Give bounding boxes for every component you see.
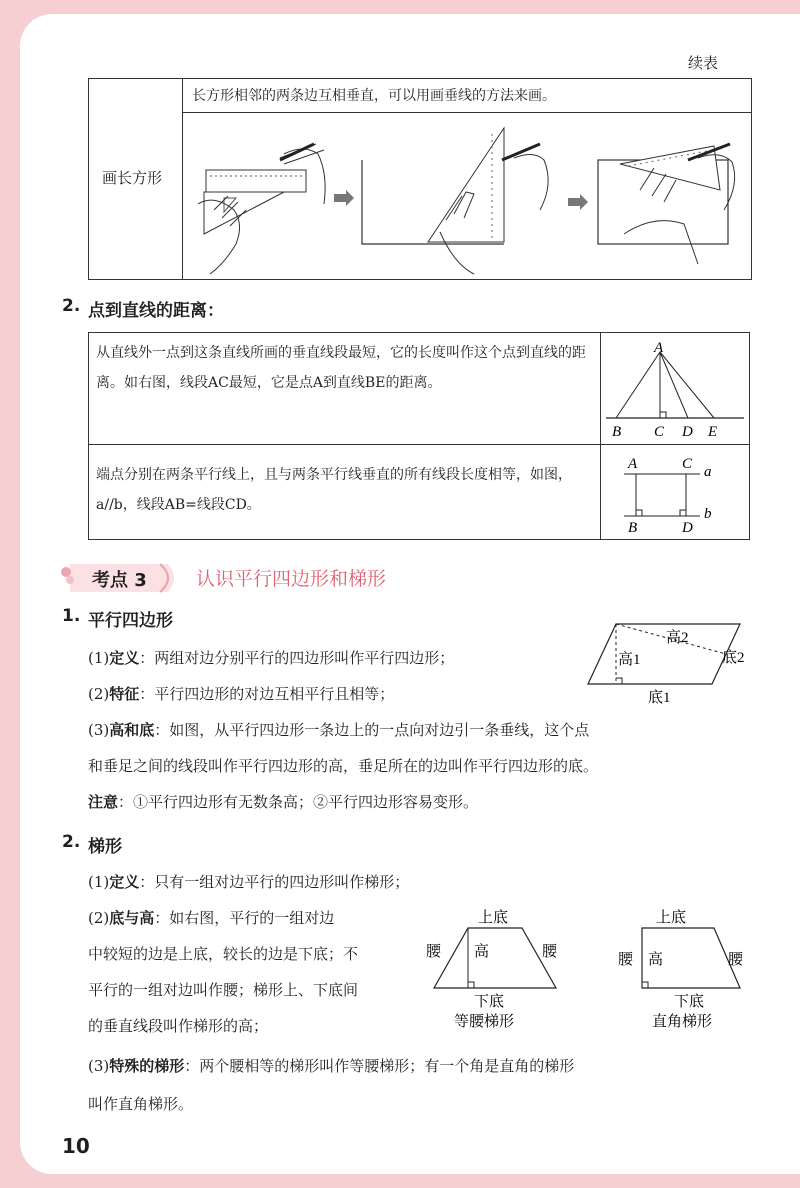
label-D: D xyxy=(682,424,693,440)
term: 特殊的梯形 xyxy=(109,1057,185,1075)
table-divider xyxy=(182,112,752,113)
step3-rectangle-icon xyxy=(598,144,735,264)
label-C: C xyxy=(682,456,693,472)
parallel-lines-figure xyxy=(602,446,748,538)
table-divider xyxy=(88,444,750,445)
label-A: A xyxy=(628,456,638,472)
base-height-text: 平行的一组对边叫作腰；梯形上、下底间 xyxy=(88,981,359,999)
arrow-icon xyxy=(568,194,588,210)
term: 定义 xyxy=(109,873,140,891)
point-line-figure xyxy=(602,334,748,442)
label-A: A xyxy=(654,340,664,356)
item-number: (1) xyxy=(88,873,110,891)
definition-line xyxy=(88,866,409,898)
special-trapezoid-text: ：两个腰相等的梯形叫作等腰梯形；有一个角是直角的梯形 xyxy=(184,1057,575,1075)
special-trapezoid-text: 叫作直角梯形。 xyxy=(88,1095,194,1113)
subsection-heading: 梯形 xyxy=(88,837,122,857)
height-base-text: ：如图，从平行四边形一条边上的一点向对边引一条垂线，这个点 xyxy=(154,721,590,739)
base-height-text: 的垂直线段叫作梯形的高； xyxy=(88,1017,269,1035)
label-bottom-base: 下底 xyxy=(474,994,505,1010)
item-number: (3) xyxy=(88,1057,110,1075)
term: 底与高 xyxy=(109,909,155,927)
base-height-line xyxy=(88,902,334,934)
term: 高和底 xyxy=(109,721,155,739)
note-text: ：①平行四边形有无数条高；②平行四边形容易变形。 xyxy=(118,793,479,811)
kaodian-label: 考点 3 xyxy=(92,570,147,591)
label-top-base: 上底 xyxy=(478,910,509,926)
term: 特征 xyxy=(109,685,140,703)
label-height: 高 xyxy=(474,944,490,960)
distance-definition: 从直线外一点到这条直线所画的垂直线段最短，它的长度叫作这个点到直线的距离。如右图，线段AC最短，它是点A到直线BE的距离。 xyxy=(96,345,586,391)
caption: 等腰梯形 xyxy=(454,1014,515,1030)
note-line xyxy=(88,786,478,818)
label-B: B xyxy=(612,424,622,440)
label-C: C xyxy=(654,424,665,440)
step2-setsquare-icon xyxy=(362,128,548,274)
section-number: 2. xyxy=(62,296,81,316)
height-base-line xyxy=(88,714,589,746)
continued-label: 续表 xyxy=(688,54,719,72)
special-trapezoid-line xyxy=(88,1050,574,1082)
label-height: 高 xyxy=(648,952,664,968)
base-height-text: ：如右图，平行的一组对边 xyxy=(154,909,335,927)
label-height1: 高1 xyxy=(618,652,641,668)
label-base2: 底2 xyxy=(722,650,745,666)
right-trapezoid-figure xyxy=(618,904,758,1038)
definition-text: ：两组对边分别平行的四边形叫作平行四边形； xyxy=(139,649,455,667)
row-label: 画长方形 xyxy=(102,169,163,187)
isosceles-trapezoid-figure xyxy=(424,904,574,1038)
rect-description: 长方形相邻的两条边互相垂直，可以用画垂线的方法来画。 xyxy=(192,88,556,104)
page-number: 10 xyxy=(62,1134,90,1158)
definition-text: ：只有一组对边平行的四边形叫作梯形； xyxy=(139,873,410,891)
base-height-text: 中较短的边是上底，较长的边是下底；不 xyxy=(88,945,359,963)
item-number: (1) xyxy=(88,649,110,667)
item-number: (2) xyxy=(88,909,110,927)
flower-icon xyxy=(61,567,71,577)
arrow-icon xyxy=(334,190,354,206)
label-b: b xyxy=(704,506,712,522)
subsection-number: 1. xyxy=(62,606,81,626)
term: 定义 xyxy=(109,649,140,667)
parallelogram-figure xyxy=(580,616,770,708)
label-leg-left: 腰 xyxy=(426,944,442,960)
parallel-lines-text: 端点分别在两条平行线上，且与两条平行线垂直的所有线段长度相等，如图，a//b，线段AB=线段CD。 xyxy=(96,467,572,513)
table-divider xyxy=(600,332,601,540)
label-height2: 高2 xyxy=(666,630,689,646)
label-leg-left: 腰 xyxy=(618,952,634,968)
feature-text: ：平行四边形的对边互相平行且相等； xyxy=(139,685,395,703)
feature-line xyxy=(88,678,394,710)
drawing-steps-illustration xyxy=(184,114,750,278)
height-base-text-continued: 和垂足之间的线段叫作平行四边形的高，垂足所在的边叫作平行四边形的底。 xyxy=(88,757,599,775)
subsection-number: 2. xyxy=(62,832,81,852)
flower-icon xyxy=(66,576,74,584)
item-number: (2) xyxy=(88,685,110,703)
subsection-heading: 平行四边形 xyxy=(88,611,173,631)
caption: 直角梯形 xyxy=(652,1014,713,1030)
label-leg-right: 腰 xyxy=(728,952,744,968)
kaodian-title: 认识平行四边形和梯形 xyxy=(196,568,387,590)
section-heading: 点到直线的距离： xyxy=(88,301,224,321)
definition-line xyxy=(88,642,454,674)
label-E: E xyxy=(708,424,718,440)
label-bottom-base: 下底 xyxy=(674,994,705,1010)
label-top-base: 上底 xyxy=(656,910,687,926)
label-leg-right: 腰 xyxy=(542,944,558,960)
label-base1: 底1 xyxy=(648,690,671,706)
term: 注意 xyxy=(88,793,119,811)
label-D: D xyxy=(682,520,693,536)
label-B: B xyxy=(628,520,638,536)
item-number: (3) xyxy=(88,721,110,739)
table-divider xyxy=(182,78,183,280)
step1-ruler-icon xyxy=(198,144,325,274)
label-a: a xyxy=(704,464,712,480)
